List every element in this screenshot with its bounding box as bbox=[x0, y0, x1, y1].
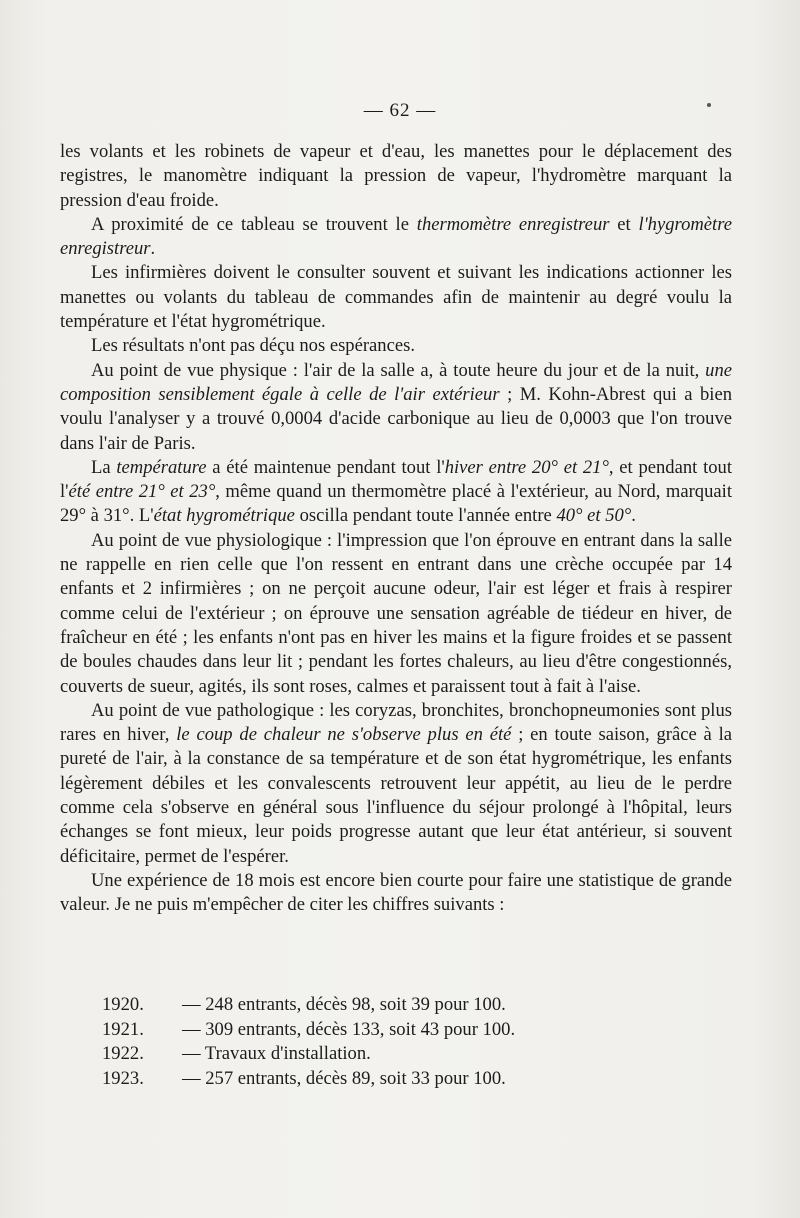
paragraph bbox=[60, 334, 732, 358]
text-run: et bbox=[609, 213, 639, 235]
paragraph bbox=[60, 140, 732, 213]
text-run: ; M. Kohn-Abrest qui a bien voulu l'analyser y a trouvé 0,0004 d'acide carbonique au lieu de 0,0003 que l'on trouve dans l'air de Paris. bbox=[60, 383, 732, 454]
stat-line bbox=[102, 1067, 662, 1092]
text-run: oscilla pendant toute l'année entre bbox=[294, 505, 557, 527]
page-number: — 62 — bbox=[363, 100, 437, 121]
stat-line bbox=[102, 1042, 662, 1067]
text-run: les volants et les robinets de vapeur et d'eau, les manettes pour le déplacement des registres, le manomètre indiquant la pression de vapeur, l'hydromètre marquant la pression d'eau froide. bbox=[60, 141, 732, 211]
text-run: , même quand un thermomètre placé à l'extérieur, au Nord, marquait 29° à 31°. L' bbox=[60, 481, 732, 527]
text-run: ; en toute saison, grâce à la pureté de l'air, à la constance de sa température et de son état hygrométrique, les enfants légèrement débiles et les convalescents retrouvent leur appétit, au lieu de le perdre comme cela s'observe en général sous l'influence du séjour prolongé à l'hôpital, leurs échanges se font mieux, leur poids progresse autant que leur état antérieur, si souvent déficitaire, permet de l'espérer. bbox=[60, 724, 732, 867]
italic-phrase: hiver entre 20° et 21° bbox=[444, 456, 609, 478]
text-run: A proximité de ce tableau se trouvent le bbox=[91, 213, 417, 235]
italic-phrase: l'hygromètre enregistreur bbox=[60, 213, 733, 260]
text-run: . bbox=[150, 238, 156, 260]
text-run: Au point de vue physiologique : l'impression que l'on éprouve en entrant dans la salle ne rappelle en rien celle que l'on ressent en entrant dans une crèche occupée par 14 enfants et 2 infirmières ; on ne perçoit aucune odeur, l'air est léger et frais à respirer comme celui de l'extérieur ; on éprouve une sensation agréable de tiédeur en hiver, de fraîcheur en été ; les enfants n'ont pas en hiver les mains et la figure froides et se passent de boules chaudes dans leur lit ; pendant les fortes chaleurs, au lieu d'être congestionnés, couverts de sueur, agités, ils sont roses, calmes et paraissent tout à fait à l'aise. bbox=[60, 529, 732, 697]
text-run: a été maintenue pendant tout l' bbox=[206, 456, 445, 478]
italic-phrase: une composition sensiblement égale à celle de l'air extérieur bbox=[60, 359, 732, 405]
paragraph bbox=[60, 213, 732, 262]
stat-year: 1921. bbox=[102, 1018, 144, 1040]
italic-phrase: le coup de chaleur ne s'observe plus en été bbox=[176, 724, 512, 746]
paragraph bbox=[60, 261, 732, 334]
stat-line bbox=[102, 993, 662, 1018]
paragraph bbox=[60, 529, 732, 699]
italic-phrase: température bbox=[116, 456, 207, 478]
text-run: , et pendant tout l' bbox=[60, 456, 732, 503]
stat-year: 1922. bbox=[102, 1043, 144, 1065]
body-text bbox=[60, 140, 732, 918]
italic-phrase: état hygrométrique bbox=[153, 505, 295, 527]
stat-line bbox=[102, 1018, 662, 1043]
text-run: La bbox=[91, 456, 117, 478]
italic-phrase: été entre 21° et 23° bbox=[68, 481, 216, 503]
stat-year: 1923. bbox=[102, 1067, 144, 1089]
text-run: Au point de vue pathologique : les coryzas, bronchites, bronchopneumonies sont plus rares en hiver, bbox=[60, 699, 732, 746]
italic-phrase: 40° et 50° bbox=[556, 505, 632, 527]
text-run: Les résultats n'ont pas déçu nos espérances. bbox=[91, 335, 415, 357]
text-run: Les infirmières doivent le consulter souvent et suivant les indications actionner les manettes ou volants du tableau de commandes afin de maintenir au degré voulu la température et l'état hygrométrique. bbox=[60, 262, 732, 333]
italic-phrase: thermomètre enregistreur bbox=[416, 213, 610, 235]
stat-text: — 248 entrants, décès 98, soit 39 pour 100. bbox=[182, 994, 506, 1015]
statistics-list bbox=[102, 993, 662, 1091]
paragraph bbox=[60, 869, 732, 918]
stat-text: — Travaux d'installation. bbox=[182, 1043, 371, 1065]
stat-text: — 257 entrants, décès 89, soit 33 pour 100. bbox=[182, 1067, 506, 1089]
text-run: Une expérience de 18 mois est encore bien courte pour faire une statistique de grande valeur. Je ne puis m'empêcher de citer les chiffres suivants : bbox=[60, 869, 732, 916]
stat-year: 1920. bbox=[102, 994, 144, 1015]
text-run: . bbox=[631, 505, 636, 527]
paragraph bbox=[60, 456, 732, 529]
paragraph bbox=[60, 699, 732, 869]
text-run: Au point de vue physique : l'air de la salle a, à toute heure du jour et de la nuit, bbox=[91, 359, 706, 381]
stat-text: — 309 entrants, décès 133, soit 43 pour 100. bbox=[182, 1018, 516, 1040]
paragraph bbox=[60, 359, 732, 456]
